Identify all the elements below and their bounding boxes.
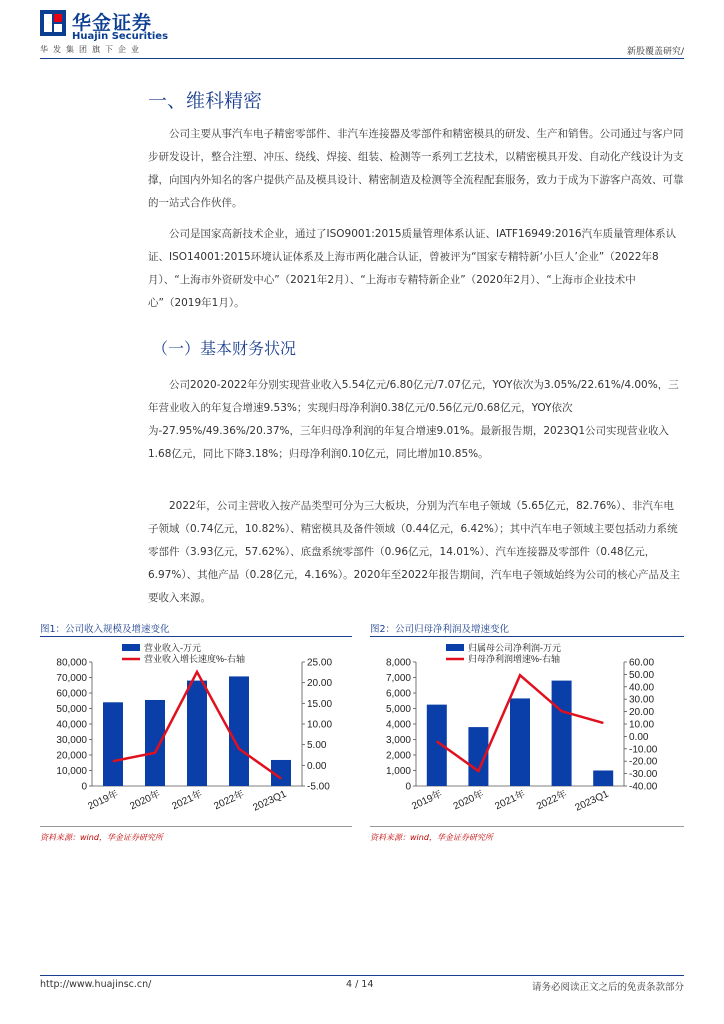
right-tick-label: 0.00 bbox=[307, 760, 327, 772]
left-tick-label: 7,000 bbox=[385, 673, 411, 684]
category-label: 2019年 bbox=[86, 788, 121, 813]
legend-line-label: 营业收入增长速度%-右轴 bbox=[144, 654, 246, 664]
right-tick-label: -20.00 bbox=[629, 756, 658, 768]
left-tick-label: 10,000 bbox=[56, 766, 87, 777]
left-tick-label: 6,000 bbox=[385, 688, 411, 700]
legend-line-label: 归母净利润增速%-右轴 bbox=[468, 654, 561, 664]
finance-paragraph: 公司2020-2022年分别实现营业收入5.54亿元/6.80亿元/7.07亿元，YOY依次为3.05%/22.61%/4.00%，三年营业收入的年复合增速9.53%；实现归母净利润0.38亿元/0.56亿元/0.68亿元，YOY依次为-27.95%/49.36%/20.37%，三年归母净利润的年复合增速9.01%。最新报告期，2023Q1公司实现营业收入1.68亿元，同比下降3.18%；归母净利润0.10亿元，同比增加10.85%。 bbox=[148, 379, 679, 460]
category-label: 2022年 bbox=[534, 788, 569, 813]
section-title-finance: （一）基本财务状况 bbox=[152, 339, 297, 358]
left-tick-label: 0 bbox=[405, 781, 411, 793]
left-tick-label: 0 bbox=[81, 781, 87, 793]
right-tick-label: 20.00 bbox=[307, 678, 333, 690]
footer-url[interactable]: http://www.huajinsc.cn/ bbox=[40, 979, 152, 990]
growth-point bbox=[520, 675, 521, 676]
net-profit-chart bbox=[370, 640, 684, 824]
right-tick-label: 20.00 bbox=[629, 707, 655, 719]
bar-2022年 bbox=[229, 676, 249, 786]
left-tick-label: 30,000 bbox=[56, 735, 87, 746]
report-category: 新股覆盖研究/ bbox=[626, 47, 684, 57]
left-tick-label: 50,000 bbox=[56, 704, 87, 715]
disclaimer-note: 请务必阅读正文之后的免责条款部分 bbox=[531, 982, 684, 993]
logo-chinese: 华金证券 bbox=[72, 12, 153, 34]
category-label: 2021年 bbox=[493, 788, 528, 813]
legend-bar-label: 营业收入-万元 bbox=[144, 643, 201, 653]
figure1-title: 图1：公司收入规模及增速变化 bbox=[40, 624, 170, 635]
category-label: 2022年 bbox=[212, 788, 247, 813]
category-label: 2020年 bbox=[451, 788, 486, 813]
category-label: 2019年 bbox=[410, 788, 445, 813]
right-tick-label: -30.00 bbox=[629, 769, 658, 781]
figure2-bottom-rule bbox=[370, 826, 684, 827]
legend-bar-swatch bbox=[446, 644, 464, 651]
right-tick-label: 40.00 bbox=[629, 682, 655, 694]
right-tick-label: -40.00 bbox=[629, 781, 658, 793]
bar-2023Q1 bbox=[593, 771, 613, 787]
right-tick-label: 60.00 bbox=[629, 657, 655, 669]
left-tick-label: 1,000 bbox=[385, 766, 411, 777]
figure2-title: 图2：公司归母净利润及增速变化 bbox=[370, 624, 510, 635]
right-tick-label: 5.00 bbox=[307, 740, 327, 752]
growth-point bbox=[603, 722, 604, 723]
growth-point bbox=[436, 741, 437, 742]
section-title-company: 一、维科精密 bbox=[148, 90, 263, 112]
right-tick-label: 50.00 bbox=[629, 669, 655, 681]
figure1-top-rule bbox=[40, 636, 352, 637]
bar-2019年 bbox=[103, 702, 123, 786]
page-number: 4 / 14 bbox=[346, 979, 374, 990]
left-tick-label: 80,000 bbox=[56, 657, 87, 669]
left-tick-label: 4,000 bbox=[385, 719, 411, 731]
bar-2021年 bbox=[187, 681, 207, 786]
category-label: 2020年 bbox=[128, 788, 163, 813]
logo-english: Huajin Securities bbox=[72, 31, 169, 42]
header-divider bbox=[40, 58, 684, 59]
right-tick-label: 15.00 bbox=[307, 698, 333, 710]
company-intro-paragraph: 公司主要从事汽车电子精密零部件、非汽车连接器及零部件和精密模具的研发、生产和销售。公司通过与客户同步研发设计，整合注塑、冲压、绕线、焊接、组装、检测等一系列工艺技术，以精密模具开发、自动化产线设计为支撑，向国内外知名的客户提供产品及模具设计、精密制造及检测等全流程配套服务，致力于成为下游客户高效、可靠的一站式合作伙伴。 bbox=[148, 128, 684, 209]
right-tick-label: -10.00 bbox=[629, 744, 658, 756]
growth-point bbox=[113, 761, 114, 762]
right-tick-label: -5.00 bbox=[307, 781, 330, 793]
figure1-source: 资料来源：wind，华金证券研究所 bbox=[40, 833, 163, 842]
right-tick-label: 10.00 bbox=[629, 719, 655, 731]
left-tick-label: 70,000 bbox=[56, 673, 87, 684]
slogan: 华发集团旗下企业 bbox=[40, 45, 144, 54]
left-tick-label: 40,000 bbox=[56, 719, 87, 731]
category-label: 2023Q1 bbox=[573, 788, 611, 814]
left-tick-label: 3,000 bbox=[385, 735, 411, 746]
figure1-bottom-rule bbox=[40, 826, 352, 827]
right-tick-label: 30.00 bbox=[629, 694, 655, 706]
left-tick-label: 5,000 bbox=[385, 704, 411, 715]
left-tick-label: 8,000 bbox=[385, 657, 411, 669]
bar-2022年 bbox=[552, 681, 572, 786]
left-tick-label: 20,000 bbox=[56, 750, 87, 762]
legend-bar-swatch bbox=[122, 644, 140, 651]
growth-point bbox=[239, 748, 240, 749]
right-tick-label: 0.00 bbox=[629, 731, 649, 743]
right-tick-label: 25.00 bbox=[307, 657, 333, 669]
growth-point bbox=[155, 752, 156, 753]
footer-divider bbox=[40, 975, 684, 976]
revenue-breakdown-paragraph: 2022年，公司主营收入按产品类型可分为三大板块，分别为汽车电子领域（5.65亿元，82.76%）、非汽车电子领域（0.74亿元，10.82%）、精密模具及备件领域（0.44亿元，6.42%）；其中汽车电子领域主要包括动力系统零部件（3.93亿元，57.62%）、底盘系统零部件（0.96亿元，14.01%）、汽车连接器及零部件（0.48亿元，6.97%）、其他产品（0.28亿元，4.16%）。2020年至2022年报告期间，汽车电子领域始终为公司的核心产品及主要收入来源。 bbox=[148, 500, 681, 604]
revenue-chart bbox=[40, 640, 352, 824]
right-tick-label: 10.00 bbox=[307, 719, 333, 731]
category-label: 2023Q1 bbox=[251, 788, 289, 814]
bar-2021年 bbox=[510, 698, 530, 786]
logo-mark-icon bbox=[40, 10, 66, 36]
growth-point bbox=[197, 671, 198, 672]
company-certification-paragraph: 公司是国家高新技术企业，通过了ISO9001:2015质量管理体系认证、IATF16949:2016汽车质量管理体系认证、ISO14001:2015环境认证体系及上海市两化融合认证，曾被评为“国家专精特新‘小巨人’企业”（2022年8月）、“上海市外资研发中心”（2021年2月）、“上海市专精特新企业”（2020年2月）、“上海市企业技术中心”（2019年1月）。 bbox=[148, 228, 677, 309]
legend-bar-label: 归属母公司净利润-万元 bbox=[468, 643, 561, 653]
growth-point bbox=[281, 778, 282, 779]
left-tick-label: 60,000 bbox=[56, 688, 87, 700]
growth-point bbox=[561, 711, 562, 712]
bar-2020年 bbox=[145, 700, 165, 786]
figure2-source: 资料来源：wind，华金证券研究所 bbox=[370, 833, 493, 842]
figure2-top-rule bbox=[370, 636, 684, 637]
left-tick-label: 2,000 bbox=[385, 750, 411, 762]
category-label: 2021年 bbox=[170, 788, 205, 813]
growth-point bbox=[478, 771, 479, 772]
